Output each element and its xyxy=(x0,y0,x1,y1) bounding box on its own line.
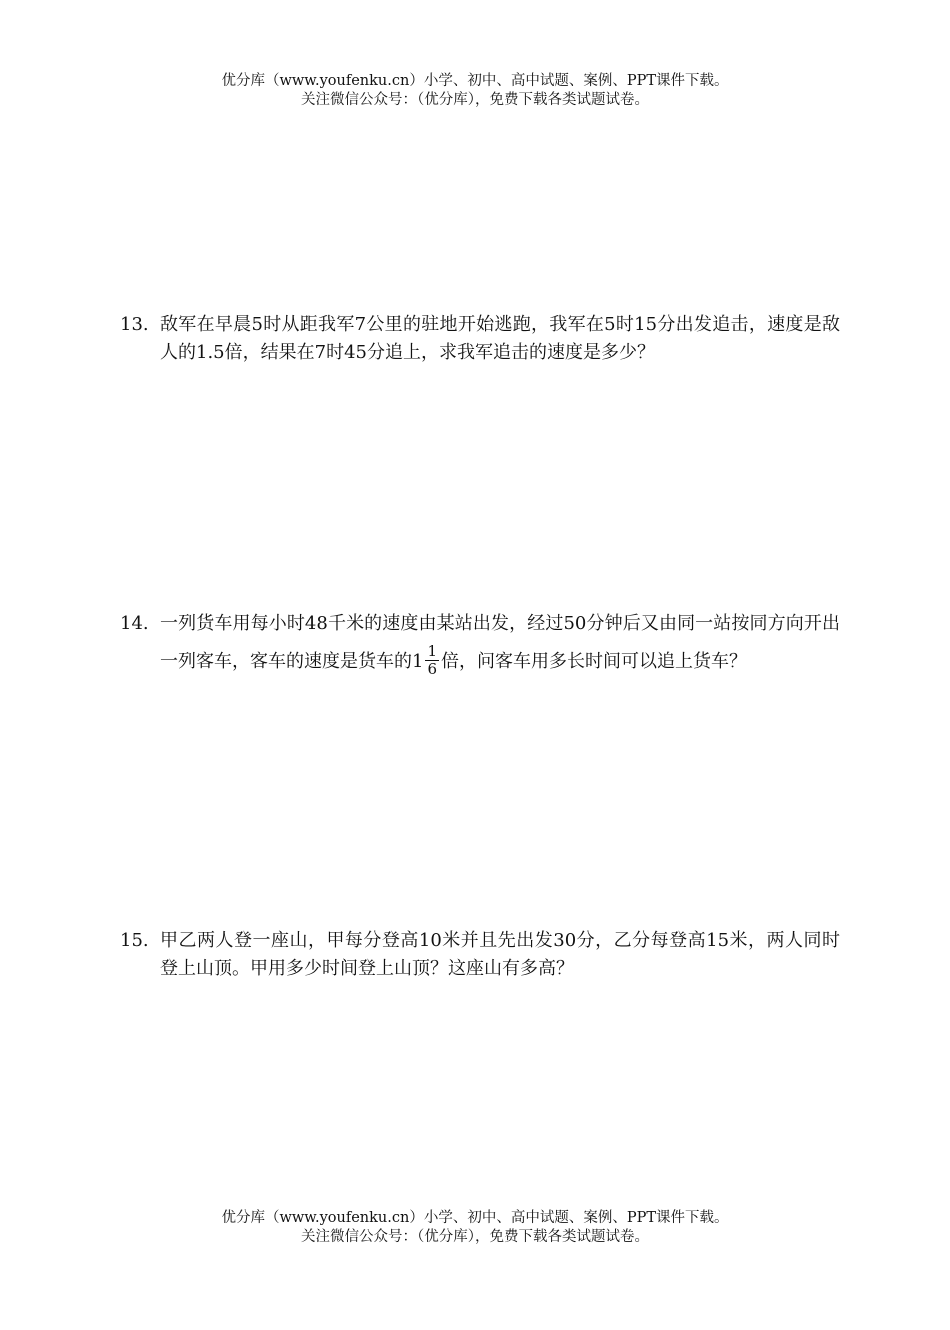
problem-15 xyxy=(120,927,840,983)
header-line-1: 优分库（www.youfenku.cn）小学、初中、高中试题、案例、PPT课件下载。 xyxy=(221,73,729,89)
problem-number: 14. xyxy=(120,613,149,634)
page-footer xyxy=(0,1209,950,1247)
problem-text: 甲乙两人登一座山，甲每分登高10米并且先出发30分，乙分每登高15米，两人同时登上山顶。甲用多少时间登上山顶？这座山有多高？ xyxy=(160,930,840,979)
problem-text xyxy=(160,605,840,681)
header-line-2: 关注微信公众号：（优分库），免费下载各类试题试卷。 xyxy=(301,92,649,108)
problem-13 xyxy=(120,311,840,367)
problem-number: 15. xyxy=(120,930,149,951)
fraction-numerator: 1 xyxy=(427,641,437,660)
problem-14 xyxy=(120,605,840,681)
page-header xyxy=(0,72,950,110)
problem-text-before: 一列货车用每小时48千米的速度由某站出发，经过50分钟后又由同一站按同方向开出一列客车，客车的速度是货车的 xyxy=(160,613,840,672)
footer-line-2: 关注微信公众号：（优分库），免费下载各类试题试卷。 xyxy=(301,1229,649,1245)
footer-line-1: 优分库（www.youfenku.cn）小学、初中、高中试题、案例、PPT课件下载。 xyxy=(221,1210,729,1226)
problem-number: 13. xyxy=(120,314,149,335)
mixed-number-whole: 1 xyxy=(412,651,424,672)
problem-text: 敌军在早晨5时从距我军7公里的驻地开始逃跑，我军在5时15分出发追击，速度是敌人的1.5倍，结果在7时45分追上，求我军追击的速度是多少？ xyxy=(160,314,840,363)
fraction-denominator: 6 xyxy=(427,659,437,678)
problem-text-after: 倍，问客车用多长时间可以追上货车？ xyxy=(441,651,747,672)
fraction xyxy=(425,643,439,678)
